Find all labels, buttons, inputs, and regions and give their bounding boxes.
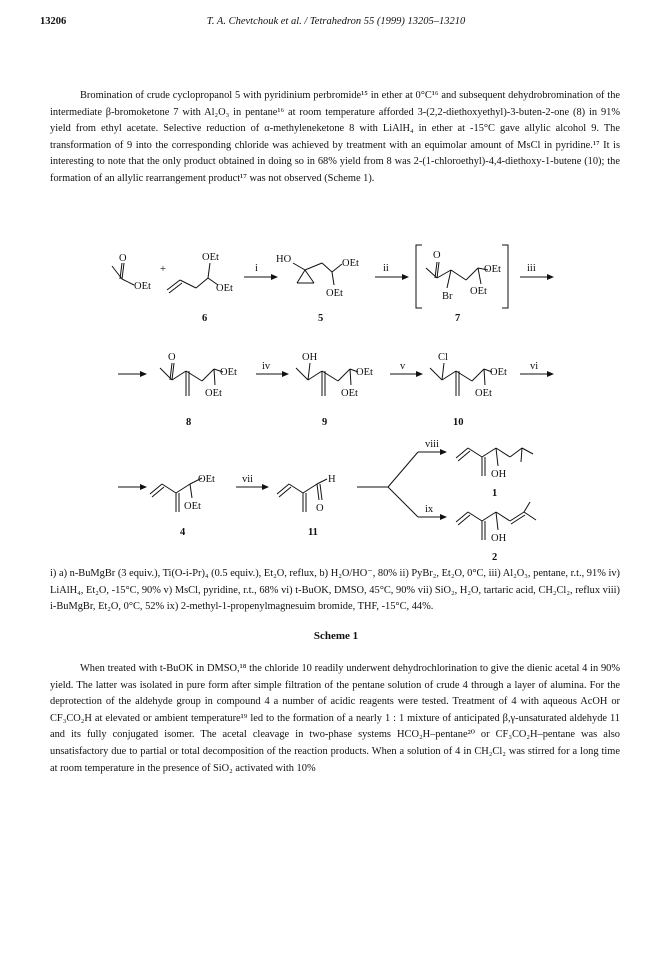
oet-label: OEt — [356, 367, 373, 378]
compound-label-7: 7 — [455, 313, 461, 324]
reagent-ix-label: ix — [425, 504, 434, 515]
oet-label: OEt — [470, 286, 487, 297]
compound-label-6: 6 — [202, 313, 208, 324]
oet-label: OEt — [134, 281, 151, 292]
compound-2-structure — [456, 502, 536, 544]
oet-label: OEt — [342, 258, 359, 269]
hydroxyl-label: OH — [491, 469, 507, 480]
reagent-ii-label: ii — [383, 263, 389, 274]
compound-label-8: 8 — [186, 417, 192, 428]
compound-label-10: 10 — [453, 417, 464, 428]
compound-label-5: 5 — [318, 313, 324, 324]
compound-7-structure — [426, 250, 501, 302]
carbonyl-o-label: O — [168, 352, 176, 363]
ethyl-acetate-structure — [112, 253, 151, 292]
oet-label: OEt — [490, 367, 507, 378]
oet-label: OEt — [220, 367, 237, 378]
aldehyde-h-label: H — [328, 474, 336, 485]
bromo-label: Br — [442, 291, 453, 302]
reagent-i-label: i — [255, 263, 258, 274]
carbonyl-o-label: O — [433, 250, 441, 261]
chloro-label: Cl — [438, 352, 448, 363]
reagent-viii-label: viii — [425, 439, 440, 450]
reagent-vi-label: vi — [530, 361, 539, 372]
compound-label-2: 2 — [492, 552, 498, 560]
carbonyl-o-label: O — [316, 503, 324, 514]
oet-label: OEt — [198, 474, 215, 485]
hydroxyl-label: OH — [302, 352, 318, 363]
hydroxyl-label: HO — [276, 254, 292, 265]
oet-label: OEt — [184, 501, 201, 512]
compound-label-4: 4 — [180, 527, 186, 538]
oet-label: OEt — [202, 252, 219, 263]
compound-label-1: 1 — [492, 488, 498, 499]
compound-label-9: 9 — [322, 417, 328, 428]
plus-sign: + — [160, 264, 166, 275]
oet-label: OEt — [205, 388, 222, 399]
page-number: 13206 — [40, 16, 67, 27]
paragraph-text: Bromination of crude cyclopropanol 5 with pyridinium perbromide¹⁵ in ether at 0°C¹⁶ and subsequent dehydrobromination of the intermediate β-bromoketone 7 with Al₂O₃ in pentane¹⁶ at room temperature afforded 3-(2,2-diethoxyethyl)-3-buten-2-one (8) in 91% yield from ethyl acetate. Selective reduction of α-methyleneketone 8 with LiAlH₄ in ether at -15°C gave allylic alcohol 9. The transformation of 9 into the corresponding chloride was achieved by treatment with an equimolar amount of MsCl in pyridine.¹⁷ It is interesting to note that the only product obtained in doing so in 68% yield from 8 was 2-(1-chloroethyl)-4,4-diethoxy-1-butene (10); the formation of an allylic rearrangement product¹⁷ was not observed (Scheme 1). — [50, 90, 620, 184]
paragraph-text: When treated with t-BuOK in DMSO,¹⁸ the chloride 10 readily underwent dehydrochlorination to give the dienic acetal 4 in 90% yield. The latter was isolated in pure form after simple filtration of the pentane solution of crude 4 through a layer of alumina. For the deprotection of the aldehyde group in compound 4 a number of acidic reagents were tested. Treatment of 4 with aqueous AcOH or CF₃CO₂H at elevated or ambient temperature¹⁹ led to the formation of a nearly 1 : 1 mixture of anticipated β,γ-unsaturated aldehyde 11 and its fully conjugated isomer. The acetal cleavage in two-phase systems HCO₂H–pentane²⁰ or CF₃CO₂H–pentane was also unsatisfactory due to partial or total decomposition of the reaction products. When a solution of 4 in CH₂Cl₂ was stirred for a long time at room temperature in the presence of SiO₂ activated with 10% — [50, 663, 620, 774]
oet-label: OEt — [341, 388, 358, 399]
reagent-iv-label: iv — [262, 361, 271, 372]
compound-4-structure — [150, 474, 215, 512]
compound-label-11: 11 — [308, 527, 318, 538]
oet-label: OEt — [326, 288, 343, 299]
reagent-vii-label: vii — [242, 474, 254, 485]
compound-10-structure — [430, 352, 507, 399]
scheme-title: Scheme 1 — [313, 630, 359, 642]
running-head: T. A. Chevtchouk et al. / Tetrahedron 55 (1999) 13205–13210 — [206, 16, 466, 27]
scheme-caption: i) a) n-BuMgBr (3 equiv.), Ti(O-i-Pr)₄ (0.5 equiv.), Et₂O, reflux, b) H₂O/HO⁻, 80% ii) PyBr₂, Et₂O, 0°C, iii) Al₂O₃, pentane, r.t., 91% iv) LiAlH₄, Et₂O, -15°C, 90% v) MsCl, pyridine, r.t., 68% vi) t-BuOK, DMSO, 45°C, 90% vii) SiO₂, H₂O, tartaric acid, CH₂Cl₂, reflux viii) i-BuMgBr, Et₂O, 0°C, 52% ix) 2-methyl-1-propenylmagnesuim bromide, THF, -15°C, 44%. — [50, 568, 620, 613]
hydroxyl-label: OH — [491, 533, 507, 544]
carbonyl-o-label: O — [119, 253, 127, 264]
compound-5-structure — [276, 254, 359, 299]
oet-label: OEt — [216, 283, 233, 294]
compound-11-structure — [277, 474, 336, 514]
reagent-v-label: v — [400, 361, 406, 372]
paragraph-deprotection — [50, 661, 620, 777]
compound-6-structure — [167, 252, 233, 294]
compound-9-structure — [296, 352, 373, 399]
oet-label: OEt — [484, 264, 501, 275]
oet-label: OEt — [475, 388, 492, 399]
reagent-iii-label: iii — [527, 263, 536, 274]
compound-8-structure — [160, 352, 237, 399]
compound-1-structure — [456, 448, 533, 480]
